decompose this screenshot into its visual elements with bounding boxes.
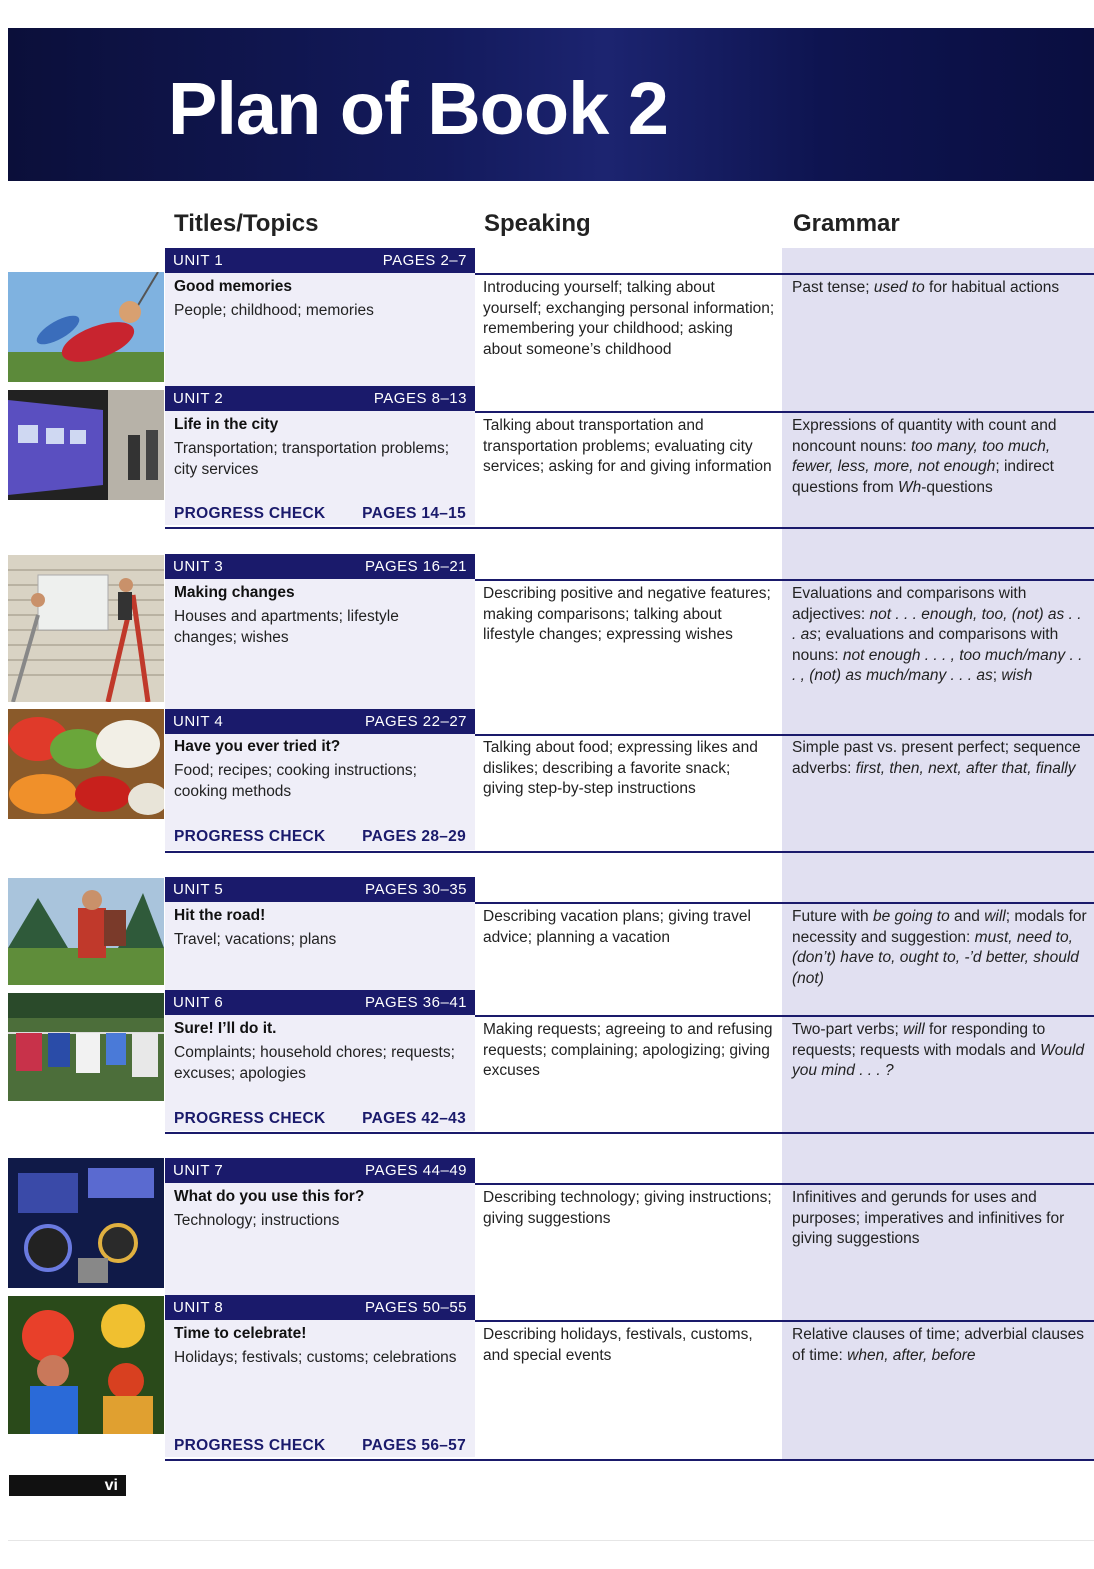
column-header-titles: Titles/Topics <box>174 210 319 237</box>
speaking-cell: Describing holidays, festivals, customs, and special events <box>483 1326 753 1364</box>
speaking-cell: Talking about food; expressing likes and dislikes; describing a favorite snack; giving step-by-step instructions <box>483 739 758 797</box>
row-divider <box>475 579 1094 581</box>
unit-label: UNIT 8 <box>173 1299 224 1316</box>
unit-topics: Food; recipes; cooking instructions; cooking methods <box>174 762 417 800</box>
row-divider <box>475 902 1094 904</box>
grammar-cell: Past tense; used to for habitual actions <box>792 279 1060 296</box>
unit-label: UNIT 1 <box>173 252 224 269</box>
row-divider <box>475 734 1094 736</box>
unit-title: What do you use this for? <box>174 1188 365 1205</box>
speaking-cell: Describing positive and negative features; making comparisons; talking about lifestyle changes; expressing wishes <box>483 585 771 643</box>
unit-bar <box>165 248 475 273</box>
unit-bar <box>165 709 475 734</box>
gadgets-photo <box>8 1158 164 1288</box>
unit-pages: PAGES 44–49 <box>365 1162 467 1179</box>
unit-bar <box>165 1295 475 1320</box>
unit-label: UNIT 5 <box>173 881 224 898</box>
grammar-cell: Two-part verbs; will for responding to requests; requests with modals and Would you mind . . . ? <box>792 1021 1085 1079</box>
child-on-swing-photo <box>8 272 164 382</box>
progress-check-pages: PAGES 42–43 <box>362 1110 466 1127</box>
unit-title: Have you ever tried it? <box>174 738 341 755</box>
speaking-cell: Describing vacation plans; giving travel advice; planning a vacation <box>483 908 751 946</box>
unit-bar <box>165 554 475 579</box>
row-divider <box>475 273 1094 275</box>
section-divider <box>165 1459 1094 1461</box>
progress-check-pages: PAGES 14–15 <box>362 505 466 522</box>
progress-check-label: PROGRESS CHECK <box>174 828 326 845</box>
bottom-edge-line <box>8 1540 1094 1541</box>
unit-topics: Transportation; transportation problems; city services <box>174 440 450 478</box>
unit-title: Hit the road! <box>174 907 266 924</box>
unit-label: UNIT 7 <box>173 1162 224 1179</box>
column-header-grammar: Grammar <box>793 210 900 237</box>
row-divider <box>475 1015 1094 1017</box>
unit-title: Making changes <box>174 584 295 601</box>
unit-title: Time to celebrate! <box>174 1325 307 1342</box>
progress-check-pages: PAGES 56–57 <box>362 1437 466 1454</box>
progress-check <box>174 1110 466 1128</box>
unit-topics: Complaints; household chores; requests; excuses; apologies <box>174 1044 455 1082</box>
unit-topics: Holidays; festivals; customs; celebrations <box>174 1349 457 1366</box>
house-painters-photo <box>8 555 164 702</box>
unit-label: UNIT 2 <box>173 390 224 407</box>
progress-check-label: PROGRESS CHECK <box>174 505 326 522</box>
section-divider <box>165 1132 1094 1134</box>
unit-pages: PAGES 36–41 <box>365 994 467 1011</box>
progress-check-label: PROGRESS CHECK <box>174 1437 326 1454</box>
vegetables-photo <box>8 709 164 819</box>
unit-label: UNIT 3 <box>173 558 224 575</box>
progress-check <box>174 828 466 846</box>
unit-topics: People; childhood; memories <box>174 302 374 319</box>
column-header-speaking: Speaking <box>484 210 591 237</box>
unit-title: Good memories <box>174 278 292 295</box>
unit-pages: PAGES 22–27 <box>365 713 467 730</box>
festival-photo <box>8 1296 164 1434</box>
page-title: Plan of Book 2 <box>168 67 668 150</box>
subway-train-photo <box>8 390 164 500</box>
unit-pages: PAGES 2–7 <box>382 252 467 269</box>
grammar-cell: Expressions of quantity with count and noncount nouns: too many, too much, fewer, less, more, not enough; indirect questions from Wh-questions <box>792 417 1057 496</box>
progress-check <box>174 1437 466 1455</box>
unit-bar <box>165 1158 475 1183</box>
speaking-cell: Talking about transportation and transportation problems; evaluating city services; asking for and giving information <box>483 417 772 475</box>
grammar-cell: Relative clauses of time; adverbial clauses of time: when, after, before <box>792 1326 1085 1364</box>
row-divider <box>475 1183 1094 1185</box>
hiker-photo <box>8 878 164 985</box>
unit-topics: Travel; vacations; plans <box>174 931 337 948</box>
grammar-cell: Simple past vs. present perfect; sequence adverbs: first, then, next, after that, finally <box>792 739 1081 777</box>
unit-pages: PAGES 30–35 <box>365 881 467 898</box>
progress-check-label: PROGRESS CHECK <box>174 1110 326 1127</box>
row-divider <box>475 1320 1094 1322</box>
row-divider <box>475 411 1094 413</box>
unit-title: Life in the city <box>174 416 279 433</box>
unit-pages: PAGES 16–21 <box>365 558 467 575</box>
unit-label: UNIT 4 <box>173 713 224 730</box>
page-number: vi <box>9 1475 126 1496</box>
unit-bar <box>165 877 475 902</box>
progress-check-pages: PAGES 28–29 <box>362 828 466 845</box>
unit-topics: Houses and apartments; lifestyle changes; wishes <box>174 608 399 646</box>
speaking-cell: Making requests; agreeing to and refusing requests; complaining; apologizing; giving excuses <box>483 1021 773 1079</box>
unit-title: Sure! I’ll do it. <box>174 1020 277 1037</box>
grammar-cell: Evaluations and comparisons with adjectives: not . . . enough, too, (not) as . . . as; evaluations and comparisons with nouns: not enough . . . , too much/many . . . , (not) as much/many . . . as; wish <box>792 585 1083 684</box>
unit-label: UNIT 6 <box>173 994 224 1011</box>
speaking-cell: Describing technology; giving instructions; giving suggestions <box>483 1189 772 1227</box>
grammar-cell: Infinitives and gerunds for uses and purposes; imperatives and infinitives for giving suggestions <box>792 1189 1065 1247</box>
laundry-line-photo <box>8 993 164 1101</box>
section-divider <box>165 851 1094 853</box>
unit-pages: PAGES 50–55 <box>365 1299 467 1316</box>
section-divider <box>165 527 1094 529</box>
unit-bar <box>165 990 475 1015</box>
progress-check <box>174 505 466 523</box>
speaking-cell: Introducing yourself; talking about yourself; exchanging personal information; remembering your childhood; asking about someone’s childhood <box>483 279 775 358</box>
unit-bar <box>165 386 475 411</box>
unit-pages: PAGES 8–13 <box>373 390 467 407</box>
unit-topics: Technology; instructions <box>174 1212 340 1229</box>
grammar-cell: Future with be going to and will; modals for necessity and suggestion: must, need to, (don’t) have to, ought to, -’d better, should (not) <box>792 908 1087 987</box>
